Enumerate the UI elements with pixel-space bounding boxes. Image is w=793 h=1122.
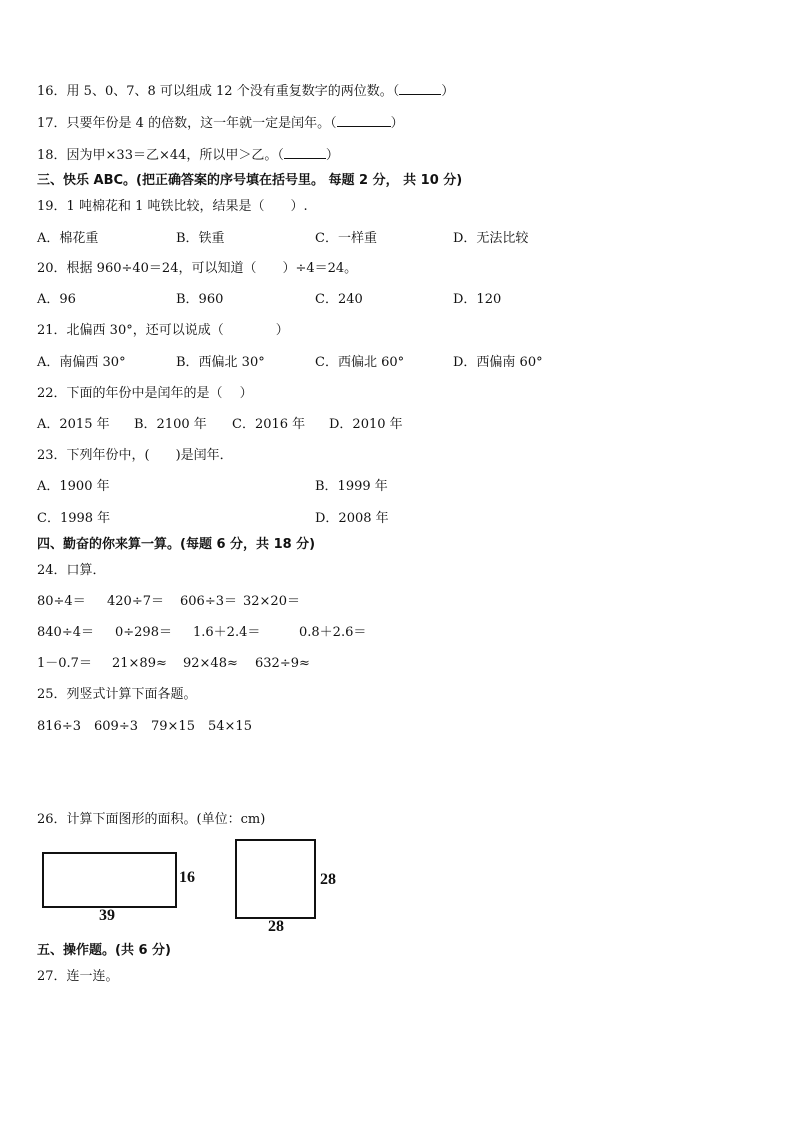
square-width-label: 28 [268,918,284,935]
question-25: 25．列竖式计算下面各题。 [37,687,197,702]
q19-option-a[interactable]: A．棉花重 [37,231,99,246]
mental-calc-item: 0÷298＝ [115,625,172,640]
vertical-calc-item: 609÷3 [94,719,138,734]
q21-option-c[interactable]: C．西偏北 60° [315,355,405,370]
answer-blank-16[interactable] [399,82,441,95]
section-5-heading: 五、操作题。(共 6 分) [37,943,171,958]
q21-option-b[interactable]: B．西偏北 30° [176,355,265,370]
question-17 [37,114,404,133]
question-20: 20．根据 960÷40＝24，可以知道（ ）÷4＝24。 [37,261,358,276]
question-16-text: 16．用 5、0、7、8 可以组成 12 个没有重复数字的两位数。（ [37,84,400,99]
vertical-calc-item: 54×15 [208,719,252,734]
q23-option-b[interactable]: B．1999 年 [315,479,388,494]
mental-calc-item: 1－0.7＝ [37,656,92,671]
q21-option-d[interactable]: D．西偏南 60° [453,355,543,370]
q23-option-c[interactable]: C．1998 年 [37,511,111,526]
mental-calc-item: 32×20＝ [243,594,300,609]
mental-calc-item: 0.8＋2.6＝ [299,625,367,640]
mental-calc-item: 1.6＋2.4＝ [193,625,261,640]
q20-option-b[interactable]: B．960 [176,292,224,307]
mental-calc-item: 420÷7＝ [107,594,164,609]
q22-option-c[interactable]: C．2016 年 [232,417,306,432]
q21-option-a[interactable]: A．南偏西 30° [37,355,126,370]
q19-option-c[interactable]: C．一样重 [315,231,377,246]
mental-calc-item: 840÷4＝ [37,625,94,640]
question-18-text: 18．因为甲×33＝乙×44，所以甲＞乙。（ [37,148,284,163]
question-18-close: ） [325,148,339,163]
square-height-label: 28 [320,871,336,888]
rectangle-height-label: 16 [179,869,195,886]
q20-option-c[interactable]: C．240 [315,292,363,307]
question-16-close: ） [441,84,455,99]
answer-blank-17[interactable] [337,114,391,127]
mental-calc-item: 92×48≈ [183,656,238,671]
q23-option-d[interactable]: D．2008 年 [315,511,389,526]
q19-option-b[interactable]: B．铁重 [176,231,225,246]
q20-option-a[interactable]: A．96 [37,292,76,307]
question-17-close: ） [390,116,404,131]
vertical-calc-item: 79×15 [151,719,195,734]
rectangle-figure [42,852,177,908]
question-23: 23．下列年份中，( )是闰年． [37,448,233,463]
q23-option-a[interactable]: A．1900 年 [37,479,110,494]
q19-option-d[interactable]: D．无法比较 [453,231,529,246]
q22-option-a[interactable]: A．2015 年 [37,417,110,432]
mental-calc-item: 632÷9≈ [255,656,310,671]
mental-calc-item: 21×89≈ [112,656,167,671]
question-22: 22．下面的年份中是闰年的是（ ） [37,386,253,401]
question-18 [37,146,339,165]
mental-calc-item: 80÷4＝ [37,594,86,609]
rectangle-width-label: 39 [99,907,115,924]
question-26: 26．计算下面图形的面积。(单位：cm) [37,812,266,827]
question-27: 27．连一连。 [37,969,119,984]
question-19: 19．1 吨棉花和 1 吨铁比较，结果是（ ）. [37,199,308,214]
square-figure [235,839,316,919]
question-21: 21．北偏西 30°，还可以说成（ ） [37,323,289,338]
q22-option-d[interactable]: D．2010 年 [329,417,403,432]
q22-option-b[interactable]: B．2100 年 [134,417,207,432]
answer-blank-18[interactable] [284,146,326,159]
mental-calc-item: 606÷3＝ [180,594,237,609]
vertical-calc-item: 816÷3 [37,719,81,734]
q20-option-d[interactable]: D．120 [453,292,502,307]
question-24: 24．口算． [37,563,106,578]
section-3-heading: 三、快乐 ABC。(把正确答案的序号填在括号里。 每题 2 分， 共 10 分) [37,173,463,188]
question-16 [37,82,454,101]
question-17-text: 17．只要年份是 4 的倍数，这一年就一定是闰年。（ [37,116,337,131]
section-4-heading: 四、勤奋的你来算一算。(每题 6 分，共 18 分) [37,537,316,552]
